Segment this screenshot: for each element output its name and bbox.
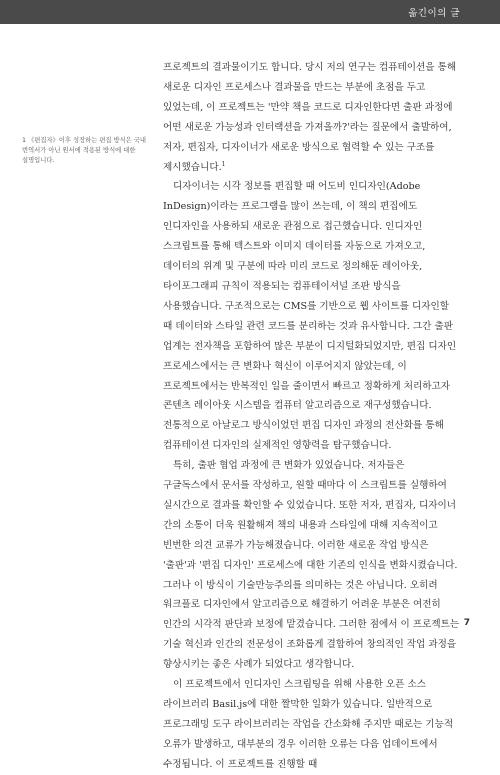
paragraph-1	[163, 58, 461, 177]
footnote: 1 《편집자》이후 성장하는 편집 방식은 국내 번역서가 아닌 원서에 적용된 방식에 대한 설명입니다.	[22, 137, 146, 164]
paragraph-4-text: 이 프로젝트에서 인디자인 스크립팅을 위해 사용한 오픈 소스 라이브러리 Basil.js에 대한 짤막한 일화가 있습니다. 일반적으로 프로그래밍 도구 라이브러리는 작업을 간소화해 주지만 때로는 기능적 오류가 발생하고, 대부분의 경우 이러한 오류는 다음 업데이트에서 수정됩니다. 이 프로젝트를 진행할 때	[163, 679, 454, 770]
paragraph-2-text: 디자이너는 시각 정보를 편집할 때 어도비 인디자인(Adobe InDesign)이라는 프로그램을 많이 쓰는데, 이 책의 편집에도 인디자인을 사용하되 새로운 관점으로 접근했습니다. 인디자인 스크립트를 통해 텍스트와 이미지 데이터를 자동으로 가져오고, 데이터의 위계 및 구분에 따라 미리 코드로 정의해둔 레이아웃, 타이포그래피 규칙이 적용되는 컴퓨테이셔널 조판 방식을 사용했습니다. 구조적으로는 CMS를 기반으로 웹 사이트를 디자인할 때 데이터와 스타일 관련 코드를 분리하는 것과 유사합니다. 그간 출판 업계는 전자책을 포함하여 많은 부분이 디지털화되었지만, 편집 디자인 프로세스에서는 큰 변화나 혁신이 이루어지지 않았는데, 이 프로젝트에서는 반복적인 일을 줄이면서 빠르고 정확하게 처리하고자 콘텐츠 레이아웃 시스템을 컴퓨터 알고리즘으로 재구성했습니다. 전통적으로 아날로그 방식이었던 편집 디자인 과정의 전산화를 통해 컴퓨테이션 디자인의 실제적인 영향력을 탐구했습니다.	[163, 181, 457, 452]
running-header-bar	[0, 0, 500, 24]
paragraph-4	[163, 675, 461, 775]
footnote-reference: 1	[221, 160, 226, 168]
paragraph-1-text: 프로젝트의 결과물이기도 합니다. 당시 저의 연구는 컴퓨테이션을 통해 새로운 디자인 프로세스나 결과물을 만드는 부분에 초점을 두고 있었는데, 이 프로젝트는 '만약 책을 코드로 디자인한다면 출판 과정에 어떤 새로운 가능성과 인터랙션을 가져올까?'라는 질문에서 출발하여, 저자, 편집자, 디자이너가 새로운 방식으로 협력할 수 있는 구조를 제시했습니다.	[163, 62, 457, 173]
body-text	[163, 58, 461, 775]
running-header-title: 옮긴이의 글	[408, 8, 460, 19]
paragraph-2	[163, 177, 461, 456]
paragraph-3	[163, 456, 461, 675]
page-number: 7	[463, 618, 470, 628]
paragraph-3-text: 특히, 출판 협업 과정에 큰 변화가 있었습니다. 저자들은 구글독스에서 문서를 작성하고, 원할 때마다 이 스크립트를 실행하여 실시간으로 결과를 확인할 수 있었습니다. 또한 저자, 편집자, 디자이너 간의 소통이 더욱 원활해져 책의 내용과 스타일에 대해 지속적이고 빈번한 의견 교류가 가능해졌습니다. 이러한 새로운 작업 방식은 '출판'과 '편집 디자인' 프로세스에 대한 기존의 인식을 변화시켰습니다. 그러나 이 방식이 기술만능주의를 의미하는 것은 아닙니다. 오히려 워크플로 디자인에서 알고리즘으로 해결하기 어려운 부분은 여전히 인간의 시각적 판단과 보정에 맡겼습니다. 그러한 점에서 이 프로젝트는 기술 혁신과 인간의 전문성이 조화롭게 결합하여 창의적인 작업 과정을 향상시키는 좋은 사례가 되었다고 생각합니다.	[163, 460, 460, 671]
